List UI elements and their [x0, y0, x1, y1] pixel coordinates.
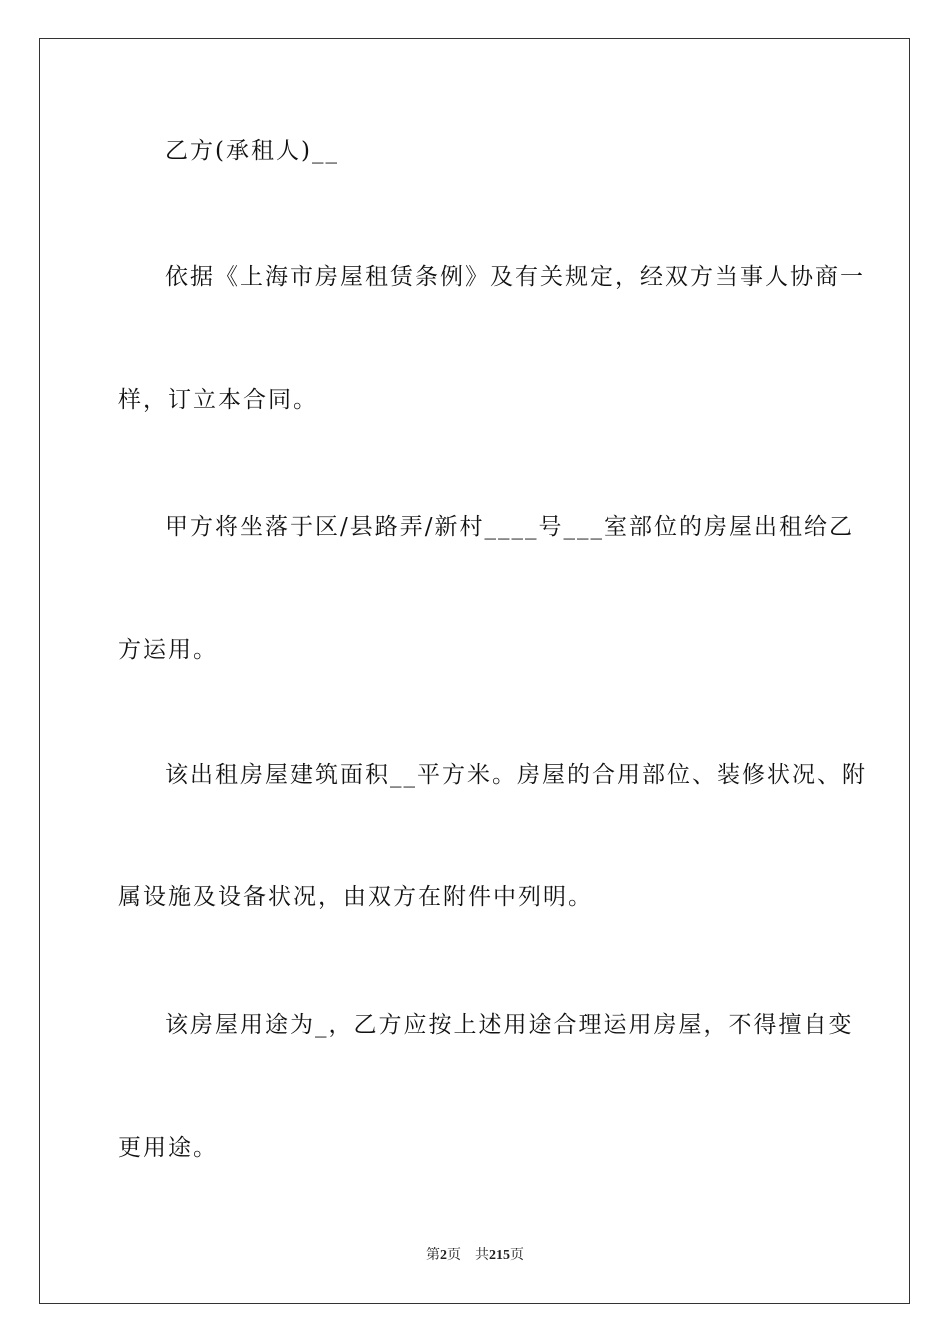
page-frame: [39, 38, 910, 1304]
paragraph-basis-line-2: 样，订立本合同。: [118, 387, 318, 413]
paragraph-location-line-1: 甲方将坐落于区/县路弄/新村____号___室部位的房屋出租给乙: [165, 514, 854, 540]
paragraph-usage-line-2: 更用途。: [118, 1135, 218, 1161]
paragraph-basis-line-1: 依据《上海市房屋租赁条例》及有关规定，经双方当事人协商一: [165, 264, 865, 290]
footer-total-prefix: 共: [475, 1248, 489, 1263]
paragraph-area-line-2: 属设施及设备状况，由双方在附件中列明。: [118, 884, 593, 910]
page-footer: [0, 1246, 950, 1266]
footer-total-suffix: 页: [510, 1248, 524, 1263]
paragraph-area-line-1: 该出租房屋建筑面积__平方米。房屋的合用部位、装修状况、附: [165, 762, 867, 788]
paragraph-usage-line-1: 该房屋用途为_，乙方应按上述用途合理运用房屋，不得擅自变: [165, 1012, 854, 1038]
footer-page-suffix: 页: [447, 1248, 461, 1263]
paragraph-location-line-2: 方运用。: [118, 637, 218, 663]
paragraph-lessee-line: 乙方(承租人)__: [165, 138, 339, 164]
footer-total-pages: 215: [489, 1248, 510, 1263]
footer-page-prefix: 第: [426, 1248, 440, 1263]
footer-page-number: 2: [440, 1248, 447, 1263]
